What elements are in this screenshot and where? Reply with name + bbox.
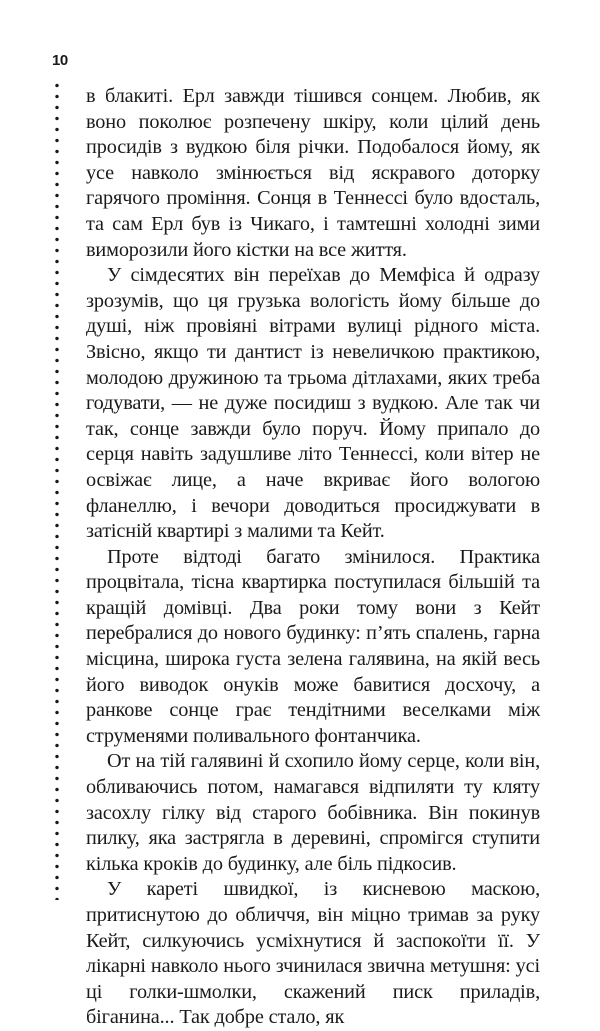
paragraph: От на тій галявині й схопило йому серце, коли він, обливаючись потом, намагався відпиляти ту кляту засохлу гілку від старого бобівника. Він покинув пилку, яка застрягла в деревині, спромігся ступити кілька кроків до будинку, але біль підкосив. xyxy=(86,750,540,875)
paragraph: в блакиті. Ерл завжди тішився сонцем. Любив, як воно поколює розпечену шкіру, коли цілий день просидів з вудкою біля річки. Подобалося йому, як усе навколо змінюється від яскравого доторку гарячого проміння. Сонця в Теннессі було вдосталь, та сам Ерл був із Чикаго, і тамтешні холодні зими виморозили його кістки на все життя. xyxy=(86,85,540,261)
dotted-margin-rule xyxy=(55,80,59,900)
body-text xyxy=(86,84,540,1031)
paragraph: Проте відтоді багато змінилося. Практика процвітала, тісна квартирка поступилася більшій та кращій домівці. Два роки тому вони з Кейт перебралися до нового будинку: п’ять спалень, гарна місцина, широка густа зелена галявина, на якій весь його виводок онуків може бавитися досхочу, а ранкове сонце грає тендітними веселками між струменями поливального фонтанчика. xyxy=(86,545,540,747)
page-number: 10 xyxy=(52,52,68,69)
paragraph: У сімдесятих він переїхав до Мемфіса й одразу зрозумів, що ця грузька вологість йому більше до душі, ніж провіяні вітрами вулиці рідного міста. Звісно, якщо ти дантист із невеличкою практикою, молодою дружиною та трьома дітлахами, яких треба годувати, — не дуже посидиш з вудкою. Але так чи так, сонце завжди було поруч. Йому припало до серця навіть задушливе літо Теннессі, коли вітер не освіжає лице, а наче вкриває його вологою фланеллю, і вечори доводиться просиджувати в затісній квартирі з малими та Кейт. xyxy=(86,264,540,543)
paragraph: У кареті швидкої, із кисневою маскою, притиснутою до обличчя, він міцно тримав за руку Кейт, силкуючись усміхнутися й заспокоїти її. У лікарні навколо нього зчинилася звична метушня: усі ці голки-шмолки, скажений писк приладів, біганина... Так добре стало, як xyxy=(86,878,540,1029)
